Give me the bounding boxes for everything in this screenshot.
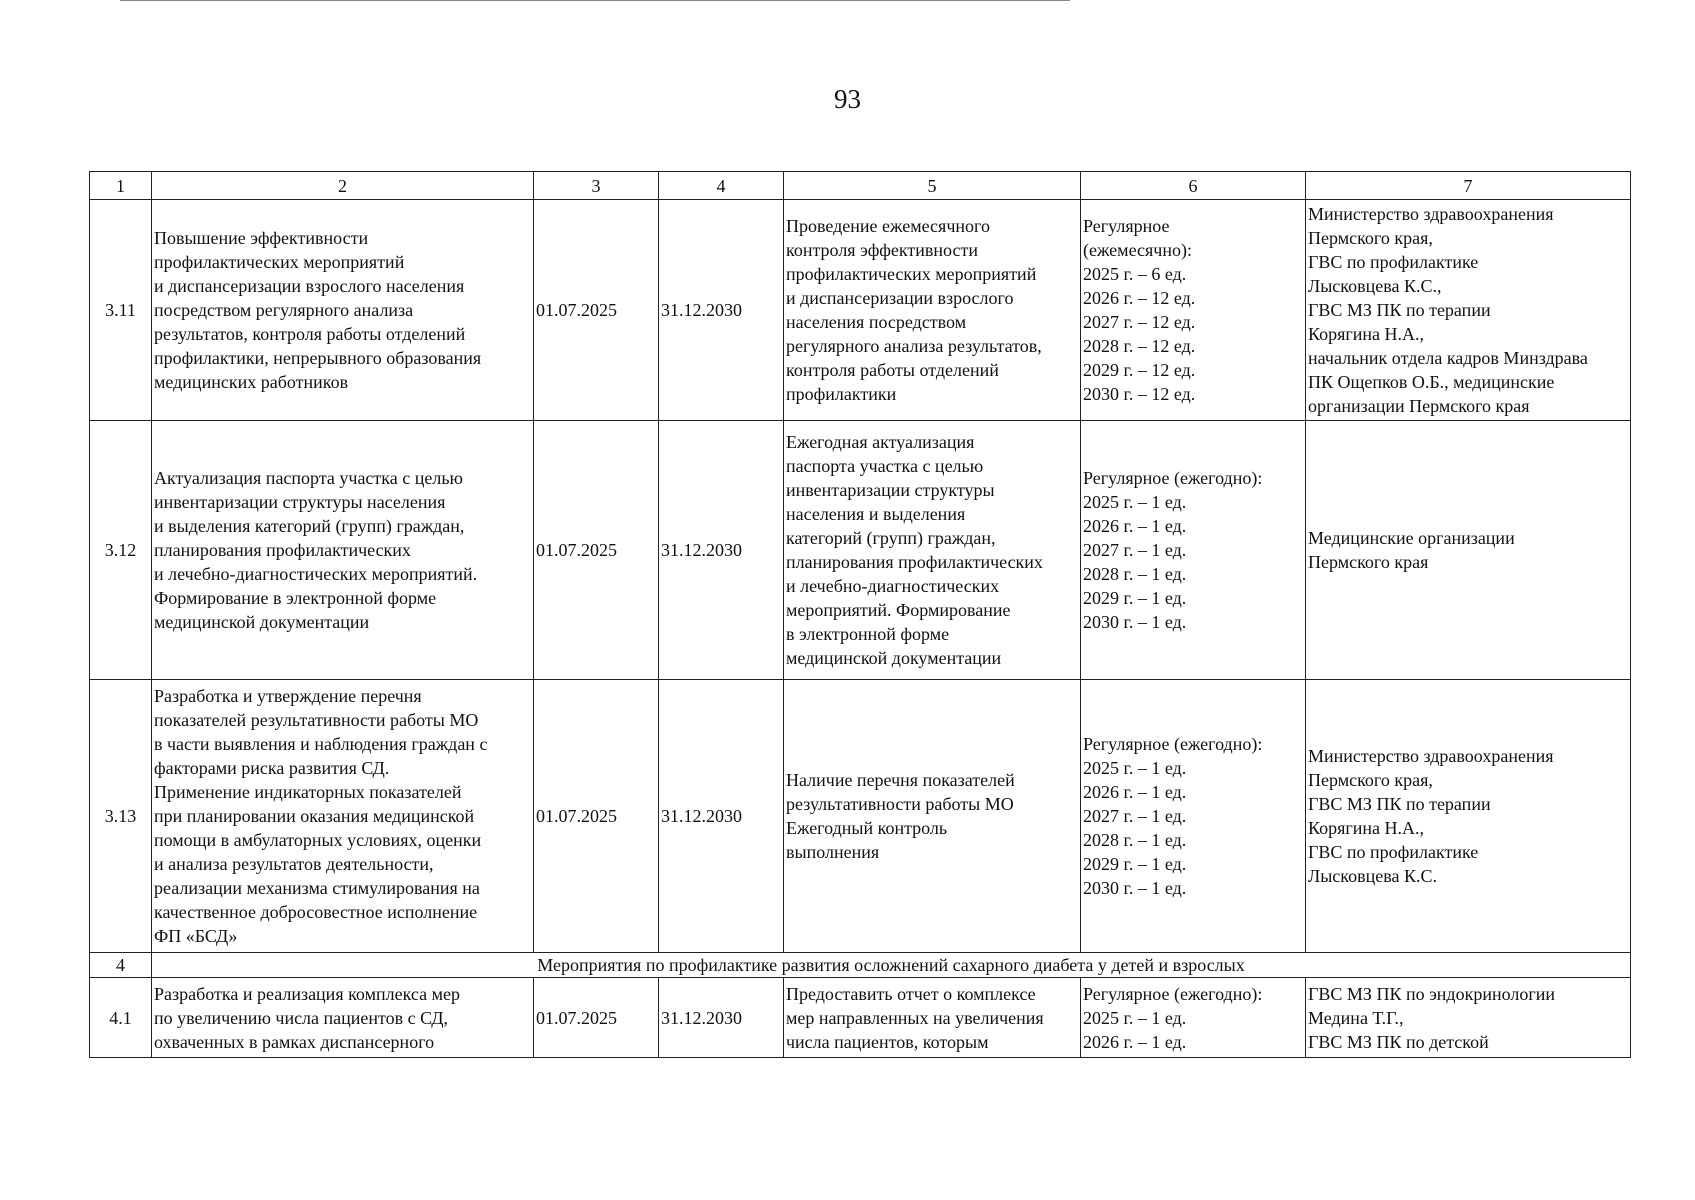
table-row: [90, 680, 1631, 953]
responsible: Министерство здравоохранения Пермского края, ГВС МЗ ПК по терапии Корягина Н.А., ГВС по профилактике Лысковцева К.С.: [1306, 680, 1631, 953]
schedule: Регулярное (ежемесячно): 2025 г. – 6 ед. 2026 г. – 12 ед. 2027 г. – 12 ед. 2028 г. – 12 ед. 2029 г. – 12 ед. 2030 г. – 12 ед.: [1081, 200, 1306, 421]
row-number: 3.11: [90, 200, 152, 421]
expected-result: Проведение ежемесячного контроля эффективности профилактических мероприятий и диспансеризации взрослого населения посредством регулярного анализа результатов, контроля работы отделений профилактики: [784, 200, 1081, 421]
activity-title: Разработка и утверждение перечня показателей результативности работы МО в части выявления и наблюдения граждан с факторами риска развития СД. Применение индикаторных показателей при планировании оказания медицинской помощи в амбулаторных условиях, оценки и анализа результатов деятельности, реализации механизма стимулирования на качественное добросовестное исполнение ФП «БСД»: [152, 680, 534, 953]
expected-result: Предоставить отчет о комплексе мер направленных на увеличения числа пациентов, которым: [784, 978, 1081, 1058]
responsible: Министерство здравоохранения Пермского края, ГВС по профилактике Лысковцева К.С., ГВС МЗ ПК по терапии Корягина Н.А., начальник отдела кадров Минздрава ПК Ощепков О.Б., медицинские организации Пермского края: [1306, 200, 1631, 421]
section-number: 4: [90, 953, 152, 978]
header-cell: 3: [534, 172, 659, 200]
schedule: Регулярное (ежегодно): 2025 г. – 1 ед. 2026 г. – 1 ед.: [1081, 978, 1306, 1058]
start-date: 01.07.2025: [534, 680, 659, 953]
header-row: [90, 172, 1631, 200]
expected-result: Наличие перечня показателей результативности работы МО Ежегодный контроль выполнения: [784, 680, 1081, 953]
table-row: [90, 978, 1631, 1058]
header-cell: 7: [1306, 172, 1631, 200]
end-date: 31.12.2030: [659, 200, 784, 421]
section-title: Мероприятия по профилактике развития осложнений сахарного диабета у детей и взрослых: [152, 953, 1631, 978]
expected-result: Ежегодная актуализация паспорта участка с целью инвентаризации структуры населения и выделения категорий (групп) граждан, планирования профилактических и лечебно-диагностических мероприятий. Формирование в электронной форме медицинской документации: [784, 421, 1081, 680]
header-cell: 6: [1081, 172, 1306, 200]
activity-title: Разработка и реализация комплекса мер по увеличению числа пациентов с СД, охваченных в рамках диспансерного: [152, 978, 534, 1058]
row-number: 4.1: [90, 978, 152, 1058]
responsible: Медицинские организации Пермского края: [1306, 421, 1631, 680]
page-number: 93: [834, 84, 861, 114]
header-cell: 4: [659, 172, 784, 200]
header-cell: 2: [152, 172, 534, 200]
schedule: Регулярное (ежегодно): 2025 г. – 1 ед. 2026 г. – 1 ед. 2027 г. – 1 ед. 2028 г. – 1 ед. 2029 г. – 1 ед. 2030 г. – 1 ед.: [1081, 421, 1306, 680]
row-number: 3.13: [90, 680, 152, 953]
table-row: [90, 421, 1631, 680]
end-date: 31.12.2030: [659, 421, 784, 680]
scan-edge-line: [120, 0, 1070, 1]
table-row: [90, 200, 1631, 421]
responsible: ГВС МЗ ПК по эндокринологии Медина Т.Г., ГВС МЗ ПК по детской: [1306, 978, 1631, 1058]
header-cell: 5: [784, 172, 1081, 200]
end-date: 31.12.2030: [659, 978, 784, 1058]
activity-title: Актуализация паспорта участка с целью инвентаризации структуры населения и выделения категорий (групп) граждан, планирования профилактических и лечебно-диагностических мероприятий. Формирование в электронной форме медицинской документации: [152, 421, 534, 680]
start-date: 01.07.2025: [534, 200, 659, 421]
schedule: Регулярное (ежегодно): 2025 г. – 1 ед. 2026 г. – 1 ед. 2027 г. – 1 ед. 2028 г. – 1 ед. 2029 г. – 1 ед. 2030 г. – 1 ед.: [1081, 680, 1306, 953]
activity-plan-table: [89, 171, 1631, 1058]
activity-title: Повышение эффективности профилактических мероприятий и диспансеризации взрослого населения посредством регулярного анализа результатов, контроля работы отделений профилактики, непрерывного образования медицинских работников: [152, 200, 534, 421]
section-row: [90, 953, 1631, 978]
start-date: 01.07.2025: [534, 421, 659, 680]
start-date: 01.07.2025: [534, 978, 659, 1058]
end-date: 31.12.2030: [659, 680, 784, 953]
row-number: 3.12: [90, 421, 152, 680]
header-cell: 1: [90, 172, 152, 200]
